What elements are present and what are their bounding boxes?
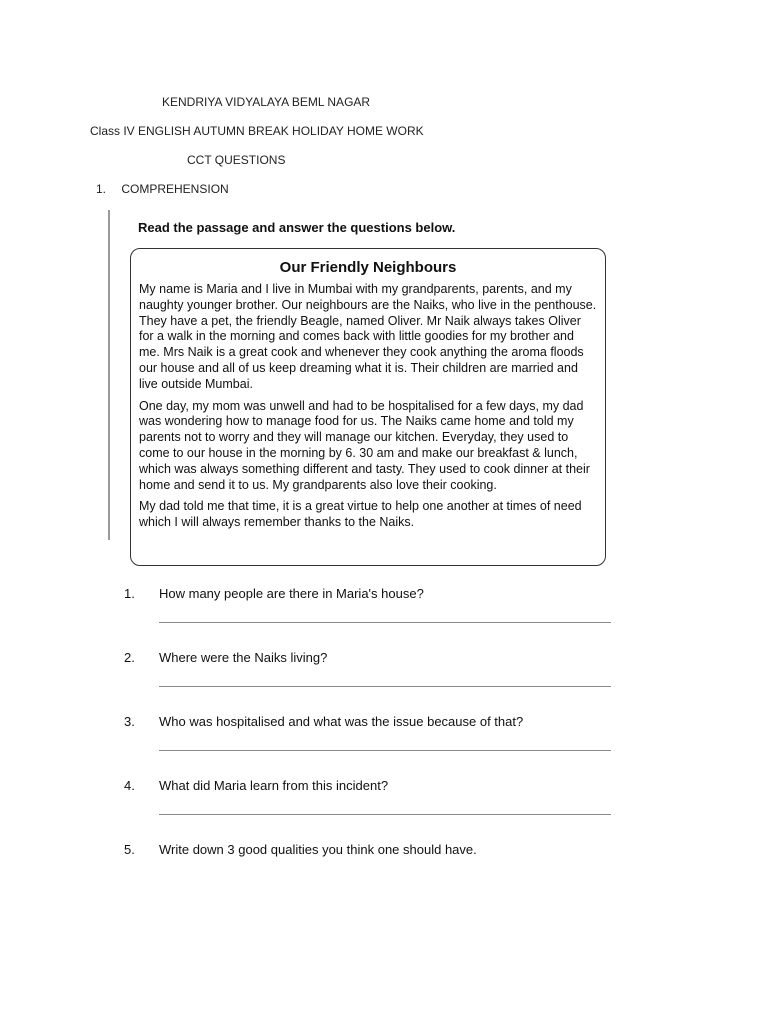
answer-line[interactable]: [159, 686, 611, 687]
passage-box: [130, 248, 606, 566]
school-name: KENDRIYA VIDYALAYA BEML NAGAR: [162, 95, 371, 109]
passage-paragraph: My dad told me that time, it is a great virtue to help one another at times of need which I will always remember thanks to the Naiks.: [139, 499, 582, 530]
question-text: What did Maria learn from this incident?: [159, 778, 389, 793]
question-number: 1.: [124, 586, 135, 601]
section-title: COMPREHENSION: [121, 182, 229, 196]
scanned-worksheet: [108, 210, 618, 870]
passage-title: Our Friendly Neighbours: [279, 259, 457, 276]
class-subject-line: Class IV ENGLISH AUTUMN BREAK HOLIDAY HOME WORK: [90, 124, 424, 138]
question-text: How many people are there in Maria's house?: [159, 586, 424, 601]
question-text: Who was hospitalised and what was the issue because of that?: [159, 714, 524, 729]
question-text: Write down 3 good qualities you think one should have.: [159, 842, 477, 857]
section-heading: [96, 182, 229, 196]
question-number: 5.: [124, 842, 135, 857]
answer-line[interactable]: [159, 750, 611, 751]
instruction-text: Read the passage and answer the questions below.: [138, 220, 456, 235]
question-number: 3.: [124, 714, 135, 729]
passage-paragraph: My name is Maria and I live in Mumbai with my grandparents, parents, and my naughty younger brother. Our neighbours are the Naiks, who live in the penthouse. They have a pet, the friendly Beagle, named Oliver. Mr Naik always takes Oliver for a walk in the morning and comes back with little goodies for my brother and me. Mrs Naik is a great cook and whenever they cook anything the aroma floods our house and all of us keep dreaming what it is. Their children are married and live outside Mumbai.: [139, 282, 597, 391]
passage-paragraph: One day, my mom was unwell and had to be hospitalised for a few days, my dad was wondering how to manage food for us. The Naiks came home and told my parents not to worry and they will manage our kitchen. Everyday, they used to come to our house in the morning by 6. 30 am and make our breakfast & lunch, which was always something different and tasty. They used to cook dinner at their home and send it to us. My grandparents also love their cooking.: [139, 398, 590, 492]
question-number: 2.: [124, 650, 135, 665]
question-number: 4.: [124, 778, 135, 793]
worksheet-subtitle: CCT QUESTIONS: [187, 153, 286, 167]
scan-edge-line: [108, 210, 110, 540]
answer-line[interactable]: [159, 622, 611, 623]
answer-line[interactable]: [159, 814, 611, 815]
question-text: Where were the Naiks living?: [159, 650, 328, 665]
section-number: 1.: [96, 182, 107, 196]
